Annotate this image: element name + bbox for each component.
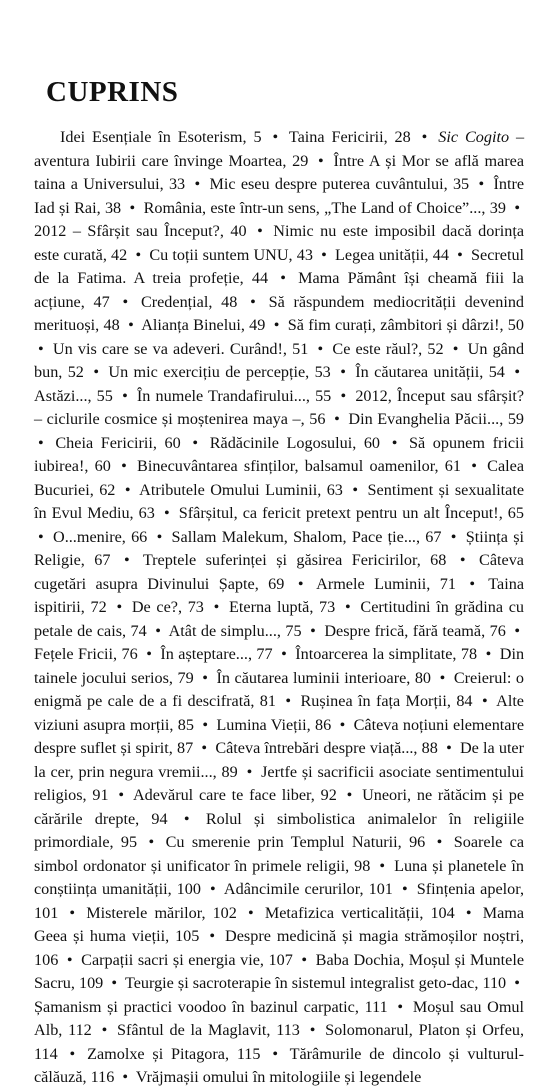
- toc-entry-text: Atât de simplu..., 75: [168, 621, 302, 640]
- toc-entry-text: Baba Dochia, Moșul și Muntele Sacru, 109: [34, 950, 525, 992]
- entry-separator: •: [38, 527, 44, 546]
- toc-entry: [86, 904, 237, 922]
- toc-entry-text: Între Iad și Rai, 38: [34, 175, 525, 217]
- entry-separator: •: [111, 974, 118, 992]
- toc-entry-text: Teurgie și sacroterapie în sistemul integralist geto-dac, 110: [124, 974, 507, 992]
- toc-entry: [355, 363, 505, 381]
- toc-entry-text: În căutarea luminii interioare, 80: [216, 668, 432, 687]
- entry-separator: •: [450, 527, 457, 546]
- toc-entry-text: Cheia Fericirii, 60: [55, 433, 181, 452]
- toc-entry-text: Uneori, ne rătăcim și pe cărările drepte, 94: [34, 786, 525, 828]
- toc-entry: [136, 1068, 421, 1086]
- entry-separator: •: [155, 621, 161, 640]
- entry-separator: •: [163, 504, 170, 522]
- entry-separator: •: [118, 786, 125, 804]
- toc-entry-text: Să opunem fricii iubirea!, 60: [34, 433, 525, 475]
- toc-entry-text: 2012 – Sfârșit sau Început?, 40: [34, 222, 247, 240]
- entry-separator: •: [192, 433, 199, 452]
- entry-separator: •: [309, 1021, 316, 1039]
- toc-entry-text: Metafizica verticalității, 104: [264, 903, 455, 922]
- toc-entry: [172, 528, 442, 546]
- toc-entry-text: Din tainele jocului serios, 79: [34, 645, 525, 687]
- toc-entry-text: Misterele mărilor, 102: [86, 903, 237, 922]
- toc-entry: [108, 363, 330, 381]
- toc-entry-text: Armele Luminii, 71: [316, 574, 456, 593]
- toc-entry-text: Cu toții suntem UNU, 43: [149, 245, 313, 264]
- entry-separator: •: [465, 903, 472, 922]
- toc-entry-text: Alte viziuni asupra morții, 85: [34, 692, 524, 734]
- toc-entry: [34, 222, 247, 240]
- entry-separator: •: [469, 574, 476, 593]
- entry-separator: •: [156, 527, 163, 546]
- toc-entry-text: Rolul și simbolistica animalelor în religiile primordiale, 95: [34, 809, 525, 851]
- toc-entry-text: Rădăcinile Logosului, 60: [209, 433, 381, 452]
- toc-entry-text: Mic eseu despre puterea cuvântului, 35: [209, 175, 470, 193]
- toc-entry: [53, 340, 308, 358]
- entry-separator: •: [129, 198, 136, 217]
- entry-separator: •: [194, 175, 201, 193]
- entry-separator: •: [478, 175, 485, 193]
- toc-entry: [137, 457, 461, 475]
- entry-separator: •: [246, 762, 253, 781]
- entry-separator: •: [340, 363, 346, 381]
- toc-entry-text: Câteva cugetări asupra Divinului Șapte, 69: [34, 551, 524, 593]
- entry-separator: •: [334, 410, 340, 428]
- toc-entry: [295, 645, 477, 663]
- entry-separator: •: [281, 645, 287, 663]
- entry-separator: •: [310, 621, 316, 640]
- toc-entry-text: Sfințenia apelor, 101: [34, 880, 525, 922]
- entry-separator: •: [116, 598, 123, 616]
- toc-entry: [125, 974, 506, 992]
- toc-entry-text: În numele Trandafirului..., 55: [136, 386, 332, 405]
- toc-entry-text: Câteva întrebări despre viață..., 88: [215, 739, 438, 757]
- entry-separator: •: [514, 198, 520, 217]
- entry-separator: •: [459, 551, 466, 569]
- entry-separator: •: [339, 715, 346, 734]
- toc-entry-italic-title: Sic Cogito: [438, 128, 510, 146]
- toc-entry-text: Legea unității, 44: [335, 245, 449, 264]
- entry-separator: •: [202, 715, 208, 734]
- toc-entry-text: Câteva noțiuni elementare despre suflet și spirit, 87: [34, 715, 525, 757]
- entry-separator: •: [280, 269, 286, 287]
- entry-separator: •: [250, 292, 256, 311]
- toc-entry-text: 2012, Început sau sfârșit? – ciclurile cosmice și moștenirea maya –, 56: [34, 386, 525, 428]
- toc-entry-text: Nimic nu este imposibil dacă dorința este curată, 42: [34, 222, 525, 264]
- entry-separator: •: [436, 833, 443, 851]
- toc-entry: [216, 716, 331, 734]
- toc-entry-text: Adâncimile cerurilor, 101: [223, 880, 393, 898]
- entry-separator: •: [481, 692, 488, 710]
- toc-entry-text: Tărâmurile de dincolo și vulturul-călăuză, 116: [34, 1044, 524, 1086]
- toc-entry-text: Din Evanghelia Păcii..., 59: [348, 410, 525, 428]
- toc-entry-text: Sentiment și sexualitate în Evul Mediu, 63: [34, 480, 525, 522]
- entry-separator: •: [397, 997, 404, 1016]
- entry-separator: •: [146, 645, 152, 663]
- toc-entry-text: Întoarcerea la simplitate, 78: [295, 645, 478, 663]
- toc-entry-text: Mama Geea și huma vieții, 105: [34, 903, 525, 945]
- toc-entry: [335, 246, 449, 264]
- entry-separator: •: [379, 856, 386, 875]
- page-title: CUPRINS: [46, 76, 179, 108]
- toc-entry-text: Zamolxe și Pitagora, 115: [87, 1044, 261, 1063]
- entry-separator: •: [122, 386, 128, 405]
- entry-separator: •: [257, 222, 263, 240]
- toc-entry: [169, 622, 302, 640]
- entry-separator: •: [346, 786, 353, 804]
- entry-separator: •: [401, 880, 408, 898]
- entry-separator: •: [272, 128, 279, 146]
- toc-entry-text: De ce?, 73: [131, 598, 204, 616]
- toc-entry: [210, 434, 380, 452]
- toc-entry: [139, 481, 343, 499]
- entry-separator: •: [321, 245, 327, 264]
- toc-entry-text: Eterna luptă, 73: [229, 598, 336, 616]
- toc-entry-text: Luna și planetele în conștiința umanității, 100: [34, 856, 525, 898]
- toc-entry-text: Treptele suferinței și găsirea Fericirilor, 68: [142, 551, 447, 569]
- toc-entry: [34, 998, 388, 1016]
- toc-entry-text: Idei Esențiale în Esoterism, 5: [60, 128, 262, 146]
- toc-entry-text: Fețele Fricii, 76: [34, 645, 138, 663]
- toc-entry: [60, 128, 262, 146]
- toc-entry-text: Un vis care se va adeveri. Curând!, 51: [52, 339, 309, 358]
- toc-entry-text: Atributele Omului Luminii, 63: [139, 480, 343, 499]
- toc-entry-text: Vrăjmașii omului în mitologiile și legendele: [135, 1068, 422, 1086]
- toc-entry-text: Cu smerenie prin Templul Naturii, 96: [165, 833, 426, 851]
- toc-entry-text: – aventura Iubirii care învinge Moartea, 29: [34, 128, 525, 170]
- entry-separator: •: [352, 480, 359, 499]
- toc-entry-text: De la uter la cer, prin negura vremii..., 89: [34, 739, 525, 781]
- toc-entry-text: Lumina Vieții, 86: [216, 715, 332, 734]
- toc-entry: [300, 692, 472, 710]
- toc-entry: [215, 739, 438, 757]
- toc-entry-text: Soarele ca simbol ordonator și unificator în primele religii, 98: [34, 833, 525, 875]
- entry-separator: •: [122, 1068, 129, 1086]
- toc-entry: [160, 645, 272, 663]
- toc-entry-text: Secretul de la Fatima. A treia profeție, 44: [34, 245, 525, 287]
- toc-entry-text: Certitudini în grădina cu petale de cais, 74: [34, 598, 524, 640]
- toc-entry-text: Calea Bucuriei, 62: [34, 457, 525, 499]
- entry-separator: •: [439, 668, 446, 687]
- toc-entry-text: Credențial, 48: [140, 292, 238, 311]
- entry-separator: •: [201, 739, 208, 757]
- entry-separator: •: [122, 292, 129, 311]
- entry-separator: •: [202, 668, 208, 687]
- toc-entry: [34, 387, 113, 405]
- toc-entry: [209, 175, 469, 193]
- entry-separator: •: [135, 245, 142, 264]
- toc-entry-text: Să răspundem mediocrității devenind merituoși, 48: [34, 292, 525, 334]
- toc-entry: [179, 504, 524, 522]
- toc-entry: [316, 575, 456, 593]
- entry-separator: •: [421, 128, 428, 146]
- entry-separator: •: [93, 363, 99, 381]
- entry-separator: •: [209, 927, 216, 945]
- toc-entry: [133, 786, 337, 804]
- toc-entry-text: Să fim curați, zâmbitori și dârzi!, 50: [287, 316, 524, 334]
- toc-entry: [149, 246, 313, 264]
- toc-entry: [137, 387, 331, 405]
- toc-entry-text: Astăzi..., 55: [34, 386, 113, 405]
- toc-entry: [217, 669, 432, 687]
- entry-separator: •: [213, 598, 220, 616]
- entry-separator: •: [297, 574, 304, 593]
- toc-entry-text: O...menire, 66: [53, 527, 148, 546]
- toc-entry: [53, 528, 147, 546]
- toc-entry-text: Mama Pământ își cheamă fiii la acțiune, 47: [34, 269, 524, 311]
- entry-separator: •: [272, 1044, 279, 1063]
- toc-entry-text: Sfârșitul, ca fericit pretext pentru un alt Început!, 65: [178, 504, 524, 522]
- entry-separator: •: [285, 692, 292, 710]
- entry-separator: •: [457, 245, 463, 264]
- toc-entry-text: În așteptare..., 77: [160, 645, 273, 663]
- toc-entry-text: Binecuvântarea sfinților, balsamul oamenilor, 61: [137, 457, 461, 475]
- toc-entry: [144, 199, 506, 217]
- entry-separator: •: [69, 1044, 76, 1063]
- toc-entry-text: Jertfe și sacrificii asociate sentimentului religios, 91: [34, 762, 525, 804]
- toc-entry: [132, 598, 204, 616]
- toc-entry: [324, 622, 505, 640]
- entry-separator: •: [452, 339, 459, 358]
- toc-entry-text: Taina Fericirii, 28: [288, 128, 411, 146]
- toc-entry-text: Taina ispitirii, 72: [34, 574, 525, 616]
- toc-entry: [141, 316, 265, 334]
- entry-separator: •: [514, 621, 520, 640]
- toc-entry-text: Un mic exercițiu de percepție, 53: [108, 363, 331, 381]
- toc-entry-text: Ce este răul?, 52: [332, 339, 444, 358]
- entry-separator: •: [485, 645, 492, 663]
- toc-entry: [143, 551, 447, 569]
- entry-separator: •: [148, 833, 155, 851]
- entry-separator: •: [344, 598, 351, 616]
- entry-separator: •: [121, 457, 127, 475]
- entry-separator: •: [317, 339, 324, 358]
- toc-entry-text: Moșul sau Omul Alb, 112: [34, 997, 524, 1039]
- toc-entry: [87, 1045, 260, 1063]
- entry-separator: •: [318, 151, 324, 170]
- entry-separator: •: [69, 903, 76, 922]
- toc-entry: [348, 410, 524, 428]
- toc-entry-text: Despre medicină și magia strămoșilor noștri, 106: [34, 927, 525, 969]
- entry-separator: •: [38, 339, 44, 358]
- toc-entry-text: Un gând bun, 52: [34, 339, 525, 381]
- entry-separator: •: [128, 316, 134, 334]
- toc-entry: [289, 128, 411, 146]
- toc-entry-text: Sfântul de la Maglavit, 113: [117, 1021, 300, 1039]
- toc-entry-text: Știința și Religie, 67: [34, 527, 525, 569]
- toc-entry-text: Între A și Mor se află marea taina a Universului, 33: [34, 151, 525, 193]
- entry-separator: •: [210, 880, 216, 898]
- entry-separator: •: [471, 457, 477, 475]
- toc-entry-text: România, este într-un sens, „The Land of Choice”..., 39: [143, 198, 506, 217]
- entry-separator: •: [38, 433, 44, 452]
- entry-separator: •: [301, 950, 308, 969]
- toc-entry: [288, 316, 524, 334]
- toc-entry: [265, 904, 455, 922]
- toc-entry-text: Sallam Malekum, Shalom, Pace ție..., 67: [171, 527, 442, 546]
- entry-separator: •: [273, 316, 280, 334]
- toc-entry: [332, 340, 443, 358]
- entry-separator: •: [123, 551, 130, 569]
- toc-entry-text: Solomonarul, Platon și Orfeu, 114: [34, 1021, 525, 1063]
- entry-separator: •: [183, 809, 190, 828]
- entry-separator: •: [446, 739, 452, 757]
- toc-entry-text: Rușinea în fața Morții, 84: [300, 692, 473, 710]
- toc-entry: [229, 598, 335, 616]
- toc-entry-text: Creierul: o enigmă pe cale de a fi descifrată, 81: [34, 668, 525, 710]
- entry-separator: •: [391, 433, 398, 452]
- toc-entry: [55, 434, 180, 452]
- entry-separator: •: [514, 363, 520, 381]
- table-of-contents: [34, 126, 524, 1090]
- entry-separator: •: [514, 974, 520, 992]
- toc-entry: [34, 645, 138, 663]
- toc-entry: [224, 880, 393, 898]
- toc-entry-text: În căutarea unității, 54: [355, 363, 505, 381]
- toc-entry-text: Carpații sacri și energia vie, 107: [81, 950, 293, 969]
- entry-separator: •: [124, 480, 131, 499]
- entry-separator: •: [66, 950, 73, 969]
- toc-entry: [141, 293, 237, 311]
- toc-entry-text: Despre frică, fără teamă, 76: [324, 621, 506, 640]
- toc-entry-text: Șamanism și practici voodoo în bazinul carpatic, 111: [34, 997, 388, 1016]
- toc-entry-text: Adevărul care te face liber, 92: [132, 786, 337, 804]
- toc-entry: [117, 1021, 300, 1039]
- entry-separator: •: [101, 1021, 108, 1039]
- entry-separator: •: [248, 903, 254, 922]
- entry-separator: •: [340, 386, 347, 405]
- toc-entry-text: Alianța Binelui, 49: [141, 316, 266, 334]
- toc-entry: [81, 951, 293, 969]
- toc-entry: [166, 833, 426, 851]
